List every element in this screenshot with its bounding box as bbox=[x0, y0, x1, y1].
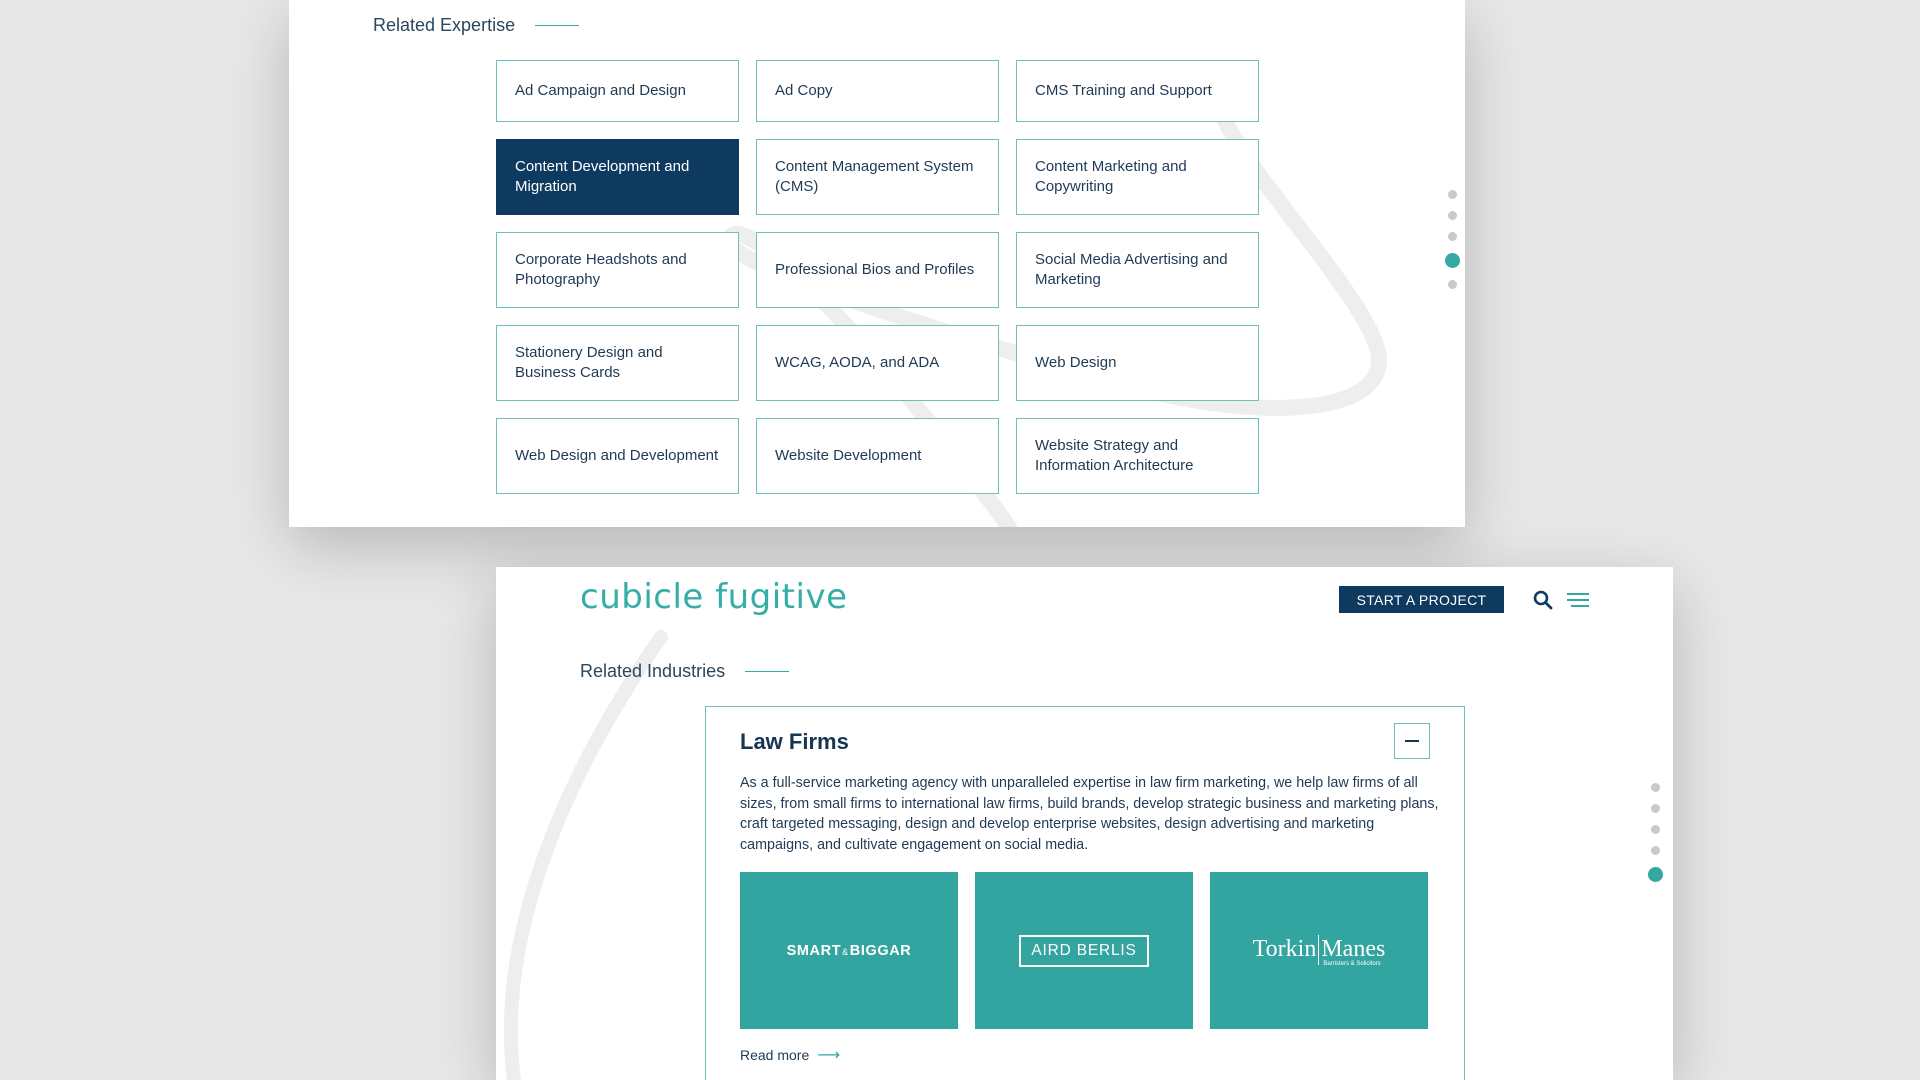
client-logo-torkin-manes[interactable] bbox=[1210, 872, 1428, 1029]
expertise-tile[interactable]: CMS Training and Support bbox=[1016, 60, 1259, 122]
expertise-tile[interactable]: Website Development bbox=[756, 418, 999, 494]
section-title-text: Related Industries bbox=[580, 661, 726, 681]
industry-accordion-panel bbox=[705, 706, 1465, 1080]
client-logos bbox=[740, 872, 1428, 1029]
expertise-tile[interactable]: Stationery Design and Business Cards bbox=[496, 325, 739, 401]
client-logo-aird-berlis[interactable] bbox=[975, 872, 1193, 1029]
section-title-text: Related Expertise bbox=[373, 15, 516, 35]
section-pagination-dots bbox=[1648, 777, 1663, 888]
expertise-tile[interactable]: WCAG, AODA, and ADA bbox=[756, 325, 999, 401]
expertise-tile[interactable]: Website Strategy and Information Architecture bbox=[1016, 418, 1259, 494]
title-rule bbox=[745, 671, 789, 672]
expertise-tile-active[interactable]: Content Development and Migration bbox=[496, 139, 739, 215]
industry-description: As a full-service marketing agency with unparalleled expertise in law firm marketing, we help law firms of all sizes, from small firms to international law firms, build brands, develop strategic business and marketing plans, craft targeted messaging, design and develop enterprise websites, design advertising and marketing campaigns, and cultivate engagement on social media. bbox=[740, 775, 1439, 853]
minus-icon bbox=[1405, 740, 1419, 742]
expertise-tile[interactable]: Web Design and Development bbox=[496, 418, 739, 494]
collapse-button[interactable] bbox=[1394, 723, 1430, 759]
pagination-dot-active[interactable] bbox=[1445, 253, 1460, 268]
expertise-tile[interactable]: Ad Copy bbox=[756, 60, 999, 122]
expertise-tile[interactable]: Professional Bios and Profiles bbox=[756, 232, 999, 308]
torkin-manes-tagline: Barristers & Solicitors bbox=[1323, 960, 1381, 967]
related-industries-heading bbox=[580, 661, 789, 682]
arrow-right-icon: ⟶ bbox=[817, 1047, 841, 1064]
pagination-dot[interactable] bbox=[1651, 825, 1660, 834]
start-project-button[interactable]: START A PROJECT bbox=[1339, 586, 1504, 613]
hamburger-menu-icon[interactable] bbox=[1566, 591, 1590, 609]
smart-biggar-wordmark: SMART&BIGGAR bbox=[786, 942, 912, 959]
expertise-tile[interactable]: Ad Campaign and Design bbox=[496, 60, 739, 122]
expertise-card bbox=[289, 0, 1465, 527]
pagination-dot[interactable] bbox=[1448, 232, 1457, 241]
pagination-dot[interactable] bbox=[1448, 280, 1457, 289]
pagination-dot[interactable] bbox=[1448, 190, 1457, 199]
torkin-manes-wordmark: Torkin Manes Barristers & Solicitors bbox=[1252, 936, 1386, 967]
expertise-grid bbox=[496, 60, 1259, 494]
pagination-dot[interactable] bbox=[1651, 783, 1660, 792]
industry-heading: Law Firms bbox=[740, 729, 849, 754]
read-more-label: Read more bbox=[740, 1047, 810, 1063]
read-more-link[interactable] bbox=[740, 1045, 840, 1065]
industries-card bbox=[496, 567, 1673, 1080]
expertise-tile[interactable]: Web Design bbox=[1016, 325, 1259, 401]
pagination-dot[interactable] bbox=[1651, 846, 1660, 855]
pagination-dot-active[interactable] bbox=[1648, 867, 1663, 882]
expertise-tile[interactable]: Content Marketing and Copywriting bbox=[1016, 139, 1259, 215]
title-rule bbox=[535, 25, 579, 26]
client-logo-smart-biggar[interactable] bbox=[740, 872, 958, 1029]
expertise-tile[interactable]: Content Management System (CMS) bbox=[756, 139, 999, 215]
brand-logo[interactable]: cubicle fugitive bbox=[580, 577, 848, 617]
pagination-dot[interactable] bbox=[1651, 804, 1660, 813]
expertise-tile[interactable]: Corporate Headshots and Photography bbox=[496, 232, 739, 308]
search-icon[interactable] bbox=[1532, 589, 1554, 611]
section-pagination-dots bbox=[1445, 184, 1460, 295]
aird-berlis-wordmark: AIRD BERLIS bbox=[1019, 935, 1148, 967]
pagination-dot[interactable] bbox=[1448, 211, 1457, 220]
related-expertise-heading bbox=[373, 15, 579, 36]
expertise-tile[interactable]: Social Media Advertising and Marketing bbox=[1016, 232, 1259, 308]
